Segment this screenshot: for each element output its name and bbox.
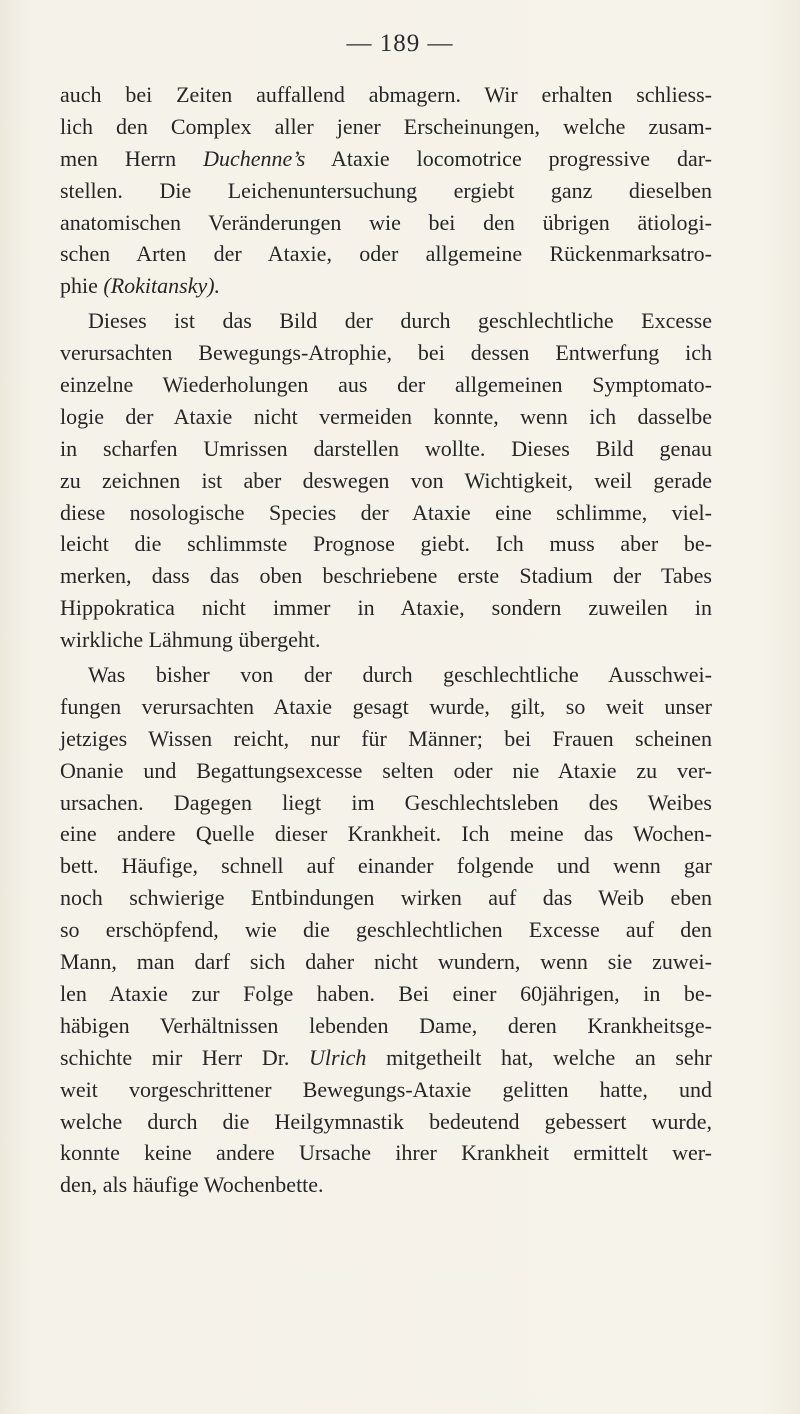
text-run: bett. Häufige, schnell auf einander folgende und wenn gar <box>60 853 712 879</box>
body-text <box>60 79 712 1201</box>
paragraph <box>60 79 712 302</box>
text-line <box>60 691 712 723</box>
text-run: weit vorgeschrittener Bewegungs-Ataxie gelitten hatte, und <box>60 1076 712 1102</box>
text-run: jetziges Wissen reicht, nur für Männer; bei Frauen scheinen <box>60 725 712 751</box>
text-line <box>60 978 712 1010</box>
text-line <box>60 143 712 175</box>
text-line <box>60 1042 712 1074</box>
text-line <box>60 882 712 914</box>
text-line <box>60 1106 712 1138</box>
text-line <box>60 79 712 111</box>
text-line <box>60 337 712 369</box>
text-line <box>60 818 712 850</box>
text-run: mitgetheilt hat, welche an sehr <box>366 1044 713 1070</box>
text-run: verursachten Bewegungs-Atrophie, bei dessen Entwerfung ich <box>60 340 712 366</box>
text-run: merken, dass das oben beschriebene erste Stadium der Tabes <box>60 563 712 589</box>
text-line <box>60 369 712 401</box>
text-line <box>60 497 712 529</box>
text-run: fungen verursachten Ataxie gesagt wurde, gilt, so weit unser <box>60 693 712 719</box>
text-line <box>60 175 712 207</box>
text-line <box>60 560 712 592</box>
text-run: diese nosologische Species der Ataxie eine schlimme, viel- <box>60 499 712 525</box>
text-line <box>60 238 712 270</box>
text-line <box>60 946 712 978</box>
text-run: konnte keine andere Ursache ihrer Krankheit ermittelt wer- <box>60 1140 712 1166</box>
text-line <box>60 850 712 882</box>
text-line <box>60 723 712 755</box>
text-line <box>60 305 712 337</box>
text-run: häbigen Verhältnissen lebenden Dame, deren Krankheitsge- <box>60 1012 712 1038</box>
text-line <box>60 401 712 433</box>
text-line <box>60 433 712 465</box>
text-run: stellen. Die Leichenuntersuchung ergiebt ganz dieselben <box>60 177 712 203</box>
text-run: eine andere Quelle dieser Krankheit. Ich meine das Wochen- <box>60 821 712 847</box>
italic-run: (Rokitansky). <box>103 273 221 299</box>
text-run: auch bei Zeiten auffallend abmagern. Wir erhalten schliess- <box>60 82 712 107</box>
text-line <box>60 1137 712 1169</box>
text-run: Was bisher von der durch geschlechtliche Ausschwei- <box>88 662 712 688</box>
text-line <box>60 659 712 691</box>
text-line <box>60 1074 712 1106</box>
text-line <box>60 914 712 946</box>
text-run: Ataxie locomotrice progressive dar- <box>305 145 712 171</box>
text-run: leicht die schlimmste Prognose giebt. Ich muss aber be- <box>60 531 712 557</box>
text-line <box>60 787 712 819</box>
text-run: noch schwierige Entbindungen wirken auf das Weib eben <box>60 885 712 911</box>
text-line <box>60 528 712 560</box>
text-run: ursachen. Dagegen liegt im Geschlechtsleben des Weibes <box>60 789 712 815</box>
page-number: — 189 — <box>346 30 454 57</box>
text-line <box>60 592 712 624</box>
paragraph <box>60 305 712 656</box>
text-run: in scharfen Umrissen darstellen wollte. Dieses Bild genau <box>60 435 712 461</box>
text-run: lich den Complex aller jener Erscheinungen, welche zusam- <box>60 113 712 139</box>
text-line <box>60 111 712 143</box>
text-line <box>60 207 712 239</box>
text-run: anatomischen Veränderungen wie bei den übrigen ätiologi- <box>60 209 712 235</box>
text-line <box>60 1010 712 1042</box>
text-line <box>60 1169 712 1201</box>
text-run: welche durch die Heilgymnastik bedeutend gebessert wurde, <box>60 1108 712 1134</box>
text-run: den, als häufige Wochenbette. <box>60 1172 324 1198</box>
text-run: schichte mir Herr Dr. <box>60 1044 309 1070</box>
text-line <box>60 465 712 497</box>
italic-run: Ulrich <box>308 1044 367 1070</box>
paragraph <box>60 659 712 1201</box>
text-run: so erschöpfend, wie die geschlechtlichen Excesse auf den <box>60 917 712 943</box>
text-line <box>60 755 712 787</box>
italic-run: Duchenne’s <box>203 145 306 171</box>
text-run: Dieses ist das Bild der durch geschlechtliche Excesse <box>88 308 712 334</box>
text-run: Onanie und Begattungsexcesse selten oder nie Ataxie zu ver- <box>60 757 712 783</box>
text-run: len Ataxie zur Folge haben. Bei einer 60jährigen, in be- <box>60 980 712 1006</box>
text-run: logie der Ataxie nicht vermeiden konnte, wenn ich dasselbe <box>60 403 712 429</box>
text-line <box>60 270 712 302</box>
text-run: Hippokratica nicht immer in Ataxie, sondern zuweilen in <box>60 595 712 621</box>
text-run: wirkliche Lähmung übergeht. <box>60 627 321 653</box>
text-run: men Herrn <box>60 145 204 171</box>
text-run: phie <box>60 273 104 299</box>
text-run: Mann, man darf sich daher nicht wundern, wenn sie zuwei- <box>60 949 712 975</box>
text-run: zu zeichnen ist aber deswegen von Wichtigkeit, weil gerade <box>60 467 712 493</box>
text-run: schen Arten der Ataxie, oder allgemeine Rückenmarksatro- <box>60 241 712 267</box>
text-line <box>60 624 712 656</box>
text-run: einzelne Wiederholungen aus der allgemeinen Symptomato- <box>60 372 712 398</box>
